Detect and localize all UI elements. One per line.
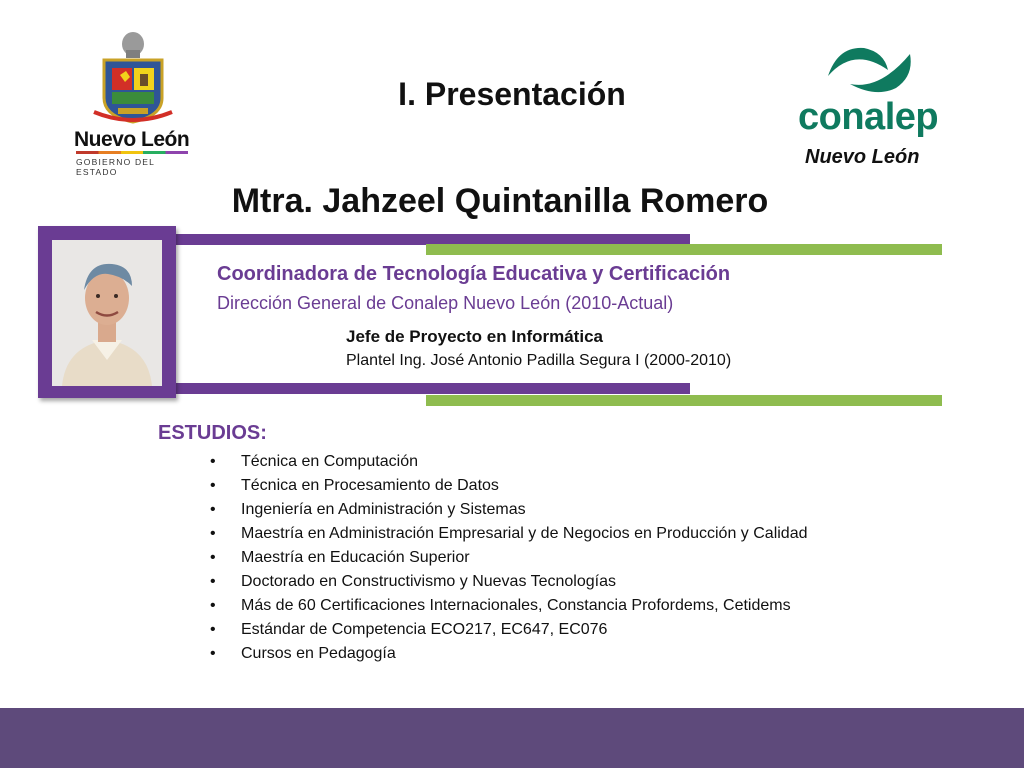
list-item: • Ingeniería en Administración y Sistemas: [210, 498, 900, 522]
person-name: Mtra. Jahzeel Quintanilla Romero: [231, 182, 769, 220]
footer-band: [0, 708, 1024, 768]
studies-heading: ESTUDIOS:: [158, 422, 267, 444]
list-item: • Maestría en Educación Superior: [210, 546, 900, 570]
list-item: • Técnica en Computación: [210, 450, 900, 474]
color-stripe: [76, 151, 188, 154]
page-title: I. Presentación: [398, 76, 626, 112]
photo-frame: [38, 226, 176, 398]
list-item: • Técnica en Procesamiento de Datos: [210, 474, 900, 498]
list-item: • Más de 60 Certificaciones Internacionales, Constancia Profordems, Cetidems: [210, 594, 900, 618]
conalep-region: Nuevo León: [805, 146, 920, 168]
role-title-current: Coordinadora de Tecnología Educativa y Certificación: [217, 263, 731, 285]
role-place-previous: Plantel Ing. José Antonio Padilla Segura I (2000-2010): [346, 352, 732, 369]
conalep-wordmark: conalep: [798, 96, 939, 138]
bottom-purple-bar: [170, 383, 690, 394]
person-portrait-icon: [52, 240, 162, 386]
nuevo-leon-wordmark: Nuevo León: [74, 128, 190, 151]
studies-list: [210, 450, 900, 666]
list-item: • Estándar de Competencia ECO217, EC647, EC076: [210, 618, 900, 642]
list-item: • Cursos en Pedagogía: [210, 642, 900, 666]
gobierno-label: GOBIERNO DEL ESTADO: [76, 157, 155, 177]
role-place-current: Dirección General de Conalep Nuevo León (2010-Actual): [217, 293, 674, 313]
profile-photo: [52, 240, 162, 386]
bottom-green-bar: [426, 395, 942, 406]
role-title-previous: Jefe de Proyecto en Informática: [346, 327, 603, 346]
list-item: • Doctorado en Constructivismo y Nuevas Tecnologías: [210, 570, 900, 594]
top-green-bar: [426, 244, 942, 255]
list-item: • Maestría en Administración Empresarial y de Negocios en Producción y Calidad: [210, 522, 900, 546]
